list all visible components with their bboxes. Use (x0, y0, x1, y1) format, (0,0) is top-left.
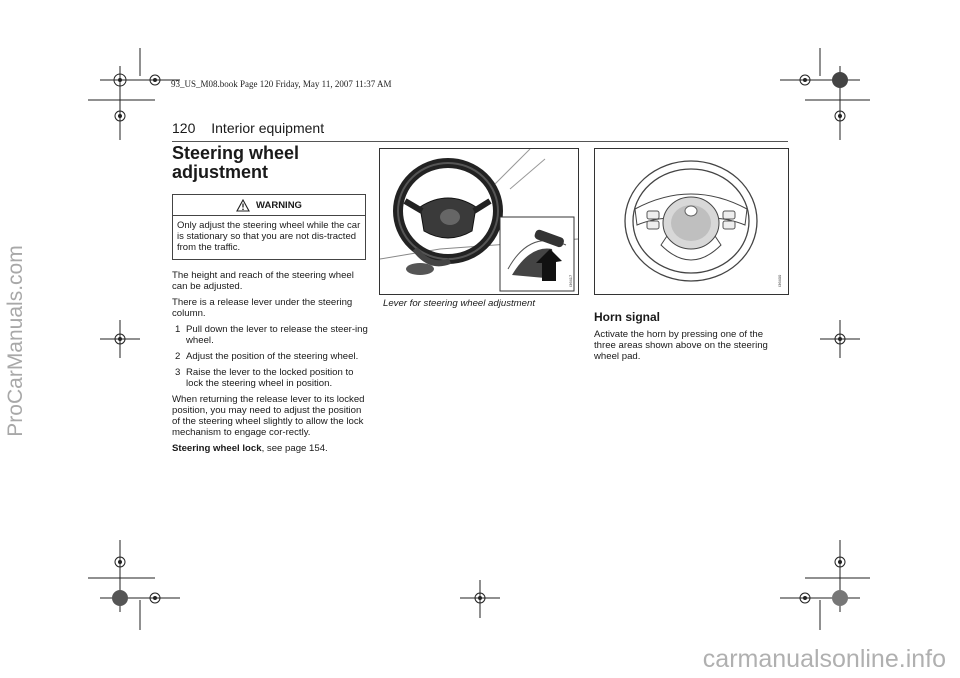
figure-steering-lever (379, 148, 579, 295)
horn-heading: Horn signal (594, 310, 661, 324)
section-title: Interior equipment (211, 120, 325, 136)
bottom-watermark: carmanualsonline.info (702, 645, 946, 673)
page-title: Steering wheel adjustment (172, 143, 300, 182)
list-item: 3 Raise the lever to the locked position to lock the steering wheel in position. (175, 367, 354, 389)
page-number: 120 (172, 120, 196, 136)
figure2-code: I36400 (777, 274, 782, 287)
intro-paragraph: The height and reach of the steering wheel can be adjusted. (172, 270, 354, 292)
warning-box (172, 194, 366, 260)
side-watermark: ProCarManuals.com (4, 245, 27, 437)
horn-text: Activate the horn by pressing one of the three areas shown above on the steering wheel pad. (594, 329, 768, 362)
lever-paragraph: There is a release lever under the steering column. (172, 297, 353, 319)
steps-list (172, 324, 368, 389)
page-header (172, 120, 324, 136)
figure1-code: I36417 (568, 274, 573, 287)
list-item: 2 Adjust the position of the steering wheel. (175, 351, 359, 362)
warning-head (173, 195, 365, 216)
note-paragraph: When returning the release lever to its locked position, you may need to adjust the position of the steering wheel slightly to allow the lock mechanism to engage cor-rectly. (172, 394, 365, 438)
see-also-link[interactable]: Steering wheel lock (172, 443, 262, 454)
steering-lever-illustration (380, 149, 578, 294)
warning-label: WARNING (256, 199, 302, 211)
figure-horn-areas (594, 148, 789, 295)
warning-text: Only adjust the steering wheel while the car is stationary so that you are not dis-tracted from the traffic. (177, 220, 361, 253)
list-item: 1 Pull down the lever to release the steer-ing wheel. (175, 324, 368, 346)
see-also: Steering wheel lock, see page 154. (172, 443, 328, 454)
steering-wheel-illustration (595, 149, 788, 294)
header-rule (172, 141, 788, 142)
figure1-caption: Lever for steering wheel adjustment (383, 298, 535, 309)
book-info-stamp: 93_US_M08.book Page 120 Friday, May 11, 2007 11:37 AM (171, 79, 392, 89)
warning-triangle-icon (236, 199, 250, 212)
body-text (172, 270, 368, 459)
